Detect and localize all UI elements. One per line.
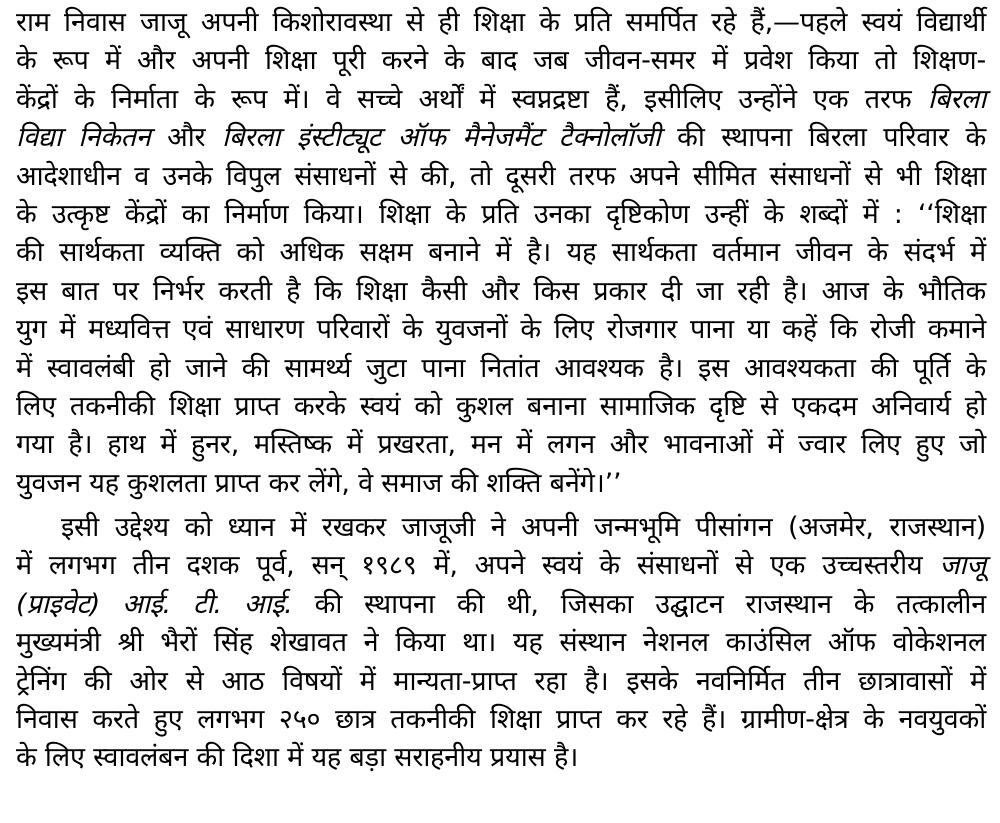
text-segment: मुख्यमंत्री श्री भैरों सिंह शेखावत ने किया था। यह संस्थान नेशनल काउंसिल ऑफ वोकेशनल <box>16 627 986 659</box>
italic-text: जाजू <box>939 550 986 582</box>
text-line <box>16 509 986 547</box>
text-line <box>16 196 986 234</box>
text-line <box>16 388 986 426</box>
text-segment: गया है। हाथ में हुनर, मस्तिष्क में प्रखरता, मन में लगन और भावनाओं में ज्वार लिए हुए जो <box>16 429 986 461</box>
text-line <box>16 701 986 739</box>
text-segment: केंद्रों के निर्माता के रूप में। वे सच्चे अर्थों में स्वप्नद्रष्टा हैं, इसीलिए उन्होंने एक तरफ <box>16 83 928 115</box>
text-segment: की स्थापना की थी, जिसका उद्घाटन राजस्थान के तत्कालीन <box>292 588 986 620</box>
text-segment: के उत्कृष्ट केंद्रों का निर्माण किया। शिक्षा के प्रति उनका दृष्टिकोण उन्हीं के शब्दों में : ‘‘शिक्षा <box>16 198 986 230</box>
text-line <box>16 119 986 157</box>
italic-text: विद्या निकेतन <box>16 122 151 154</box>
italic-text: (प्राइवेट) आई. टी. आई. <box>16 588 293 620</box>
text-line <box>16 4 986 42</box>
text-segment: निवास करते हुए लगभग २५० छात्र तकनीकी शिक्षा प्राप्त कर रहे हैं। ग्रामीण-क्षेत्र के नवयुवकों <box>16 704 986 736</box>
text-segment: और <box>150 122 222 154</box>
text-line <box>16 311 986 349</box>
document-body <box>16 4 986 778</box>
text-line <box>16 586 986 624</box>
italic-text: बिरला इंस्टीट्यूट ऑफ मैनेजमैंट टैक्नोलॉजी <box>221 122 661 154</box>
text-segment: युवजन यह कुशलता प्राप्त कर लेंगे, वे समाज की शक्ति बनेंगे।’’ <box>16 467 622 499</box>
text-segment: आदेशाधीन व उनके विपुल संसाधनों से की, तो दूसरी तरफ अपने सीमित संसाधनों से भी शिक्षा <box>16 160 986 192</box>
text-segment: ट्रेनिंग की ओर से आठ विषयों में मान्यता-प्राप्त रहा है। इसके नवनिर्मित तीन छात्रावासों में <box>16 665 986 697</box>
text-line <box>16 158 986 196</box>
text-segment: इस बात पर निर्भर करती है कि शिक्षा कैसी और किस प्रकार दी जा रही है। आज के भौतिक <box>16 275 986 307</box>
text-line <box>16 81 986 119</box>
text-line <box>16 663 986 701</box>
text-segment: युग में मध्यवित्त एवं साधारण परिवारों के युवजनों के लिए रोजगार पाना या कहें कि रोजी कमाने <box>16 314 986 346</box>
text-line <box>16 42 986 80</box>
text-segment: की सार्थकता व्यक्ति को अधिक सक्षम बनाने में है। यह सार्थकता वर्तमान जीवन के संदर्भ में <box>16 237 986 269</box>
text-segment: लिए तकनीकी शिक्षा प्राप्त करके स्वयं को कुशल बनाना सामाजिक दृष्टि से एकदम अनिवार्य हो <box>16 390 986 422</box>
text-line <box>16 547 986 585</box>
text-segment: में स्वावलंबी हो जाने की सामर्थ्य जुटा पाना नितांत आवश्यक है। इस आवश्यकता की पूर्ति के <box>16 352 986 384</box>
paragraph <box>16 4 986 503</box>
text-segment: के रूप में और अपनी शिक्षा पूरी करने के बाद जब जीवन-समर में प्रवेश किया तो शिक्षण- <box>16 45 986 77</box>
text-segment: राम निवास जाजू अपनी किशोरावस्था से ही शिक्षा के प्रति समर्पित रहे हैं,—पहले स्वयं विद्यार्थी <box>16 7 986 38</box>
text-line <box>16 624 986 662</box>
italic-text: बिरला <box>927 83 986 115</box>
text-segment: की स्थापना बिरला परिवार के <box>660 122 987 154</box>
text-line <box>16 273 986 311</box>
text-segment: इसी उद्देश्य को ध्यान में रखकर जाजूजी ने अपनी जन्मभूमि पीसांगन (अजमेर, राजस्थान) <box>61 512 986 544</box>
text-segment: में लगभग तीन दशक पूर्व, सन् १९८९ में, अपने स्वयं के संसाधनों से एक उच्चस्तरीय <box>16 550 940 582</box>
text-segment: के लिए स्वावलंबन की दिशा में यह बड़ा सराहनीय प्रयास है। <box>16 742 579 774</box>
paragraph <box>16 509 986 778</box>
text-line <box>16 234 986 272</box>
text-line <box>16 426 986 464</box>
text-line <box>16 350 986 388</box>
text-line <box>16 465 986 503</box>
text-line <box>16 739 986 777</box>
